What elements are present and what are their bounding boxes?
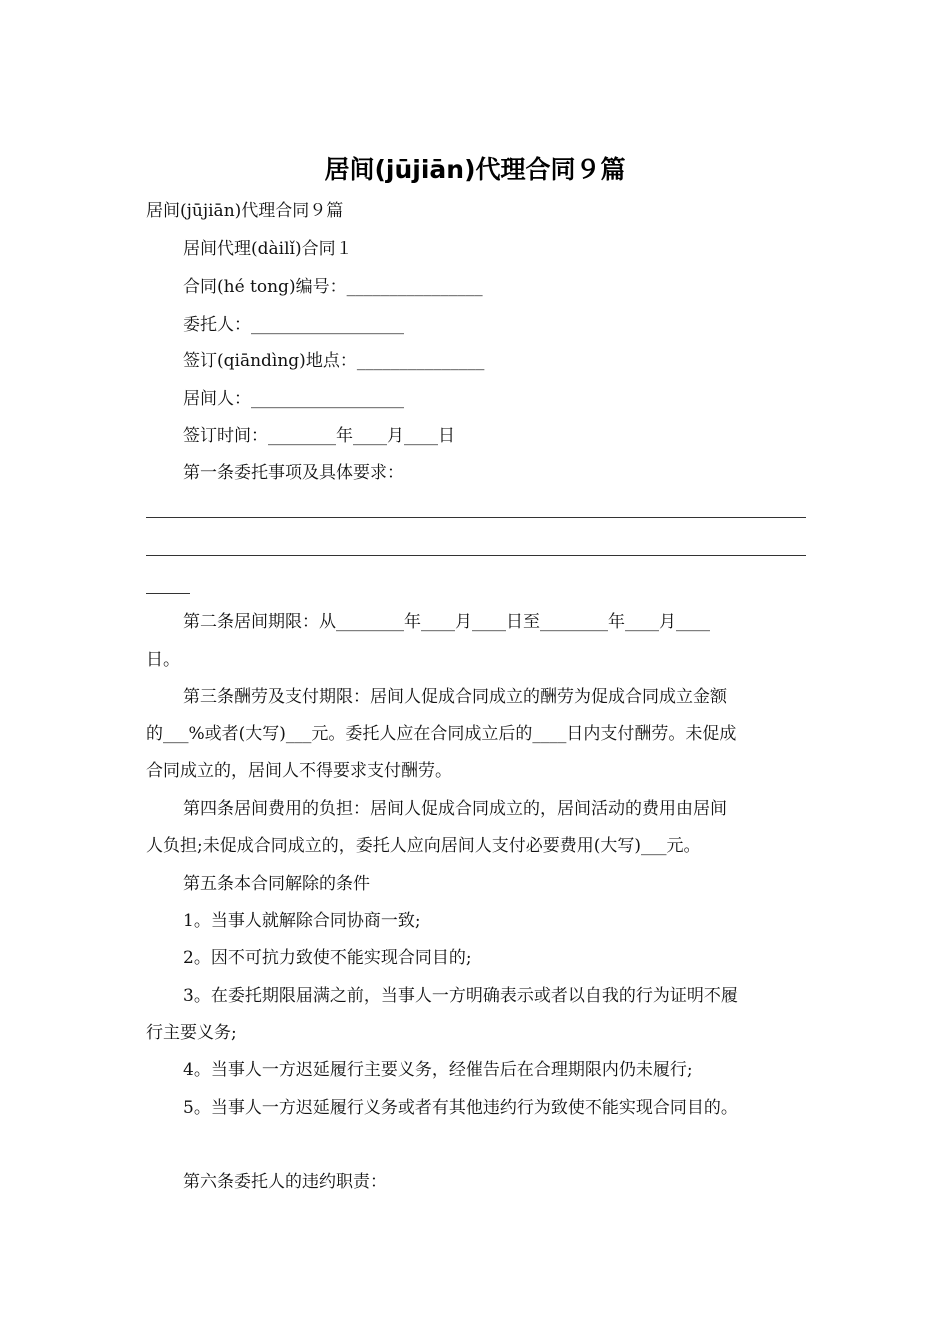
contract-heading: 居间代理(dàilǐ)合同１ (183, 239, 353, 259)
document-title: 居间(jūjiān)代理合同９篇 (324, 155, 626, 184)
sign-place-field: 签订(qiāndìng)地点：_______________ (183, 351, 485, 371)
contract-number-field: 合同(hé tong)编号：________________ (183, 277, 483, 297)
article-2-line-1: 第二条居间期限：从________年____月____日至________年____月____ (183, 612, 710, 632)
blank-fill-line (146, 517, 806, 518)
document-subtitle: 居间(jūjiān)代理合同９篇 (146, 201, 344, 221)
list-item-continuation: 行主要义务; (146, 1023, 237, 1043)
list-item: 4。当事人一方迟延履行主要义务，经催告后在合理期限内仍未履行; (183, 1060, 693, 1080)
list-item: 5。当事人一方迟延履行义务或者有其他违约行为致使不能实现合同目的。 (183, 1098, 738, 1118)
article-3-line-2: 的___%或者(大写)___元。委托人应在合同成立后的____日内支付酬劳。未促成 (146, 724, 737, 744)
principal-field: 委托人：__________________ (183, 315, 404, 335)
list-item: 1。当事人就解除合同协商一致; (183, 911, 421, 931)
article-2-line-2: 日。 (146, 650, 180, 670)
list-item: 2。因不可抗力致使不能实现合同目的; (183, 948, 472, 968)
list-item: 3。在委托期限届满之前，当事人一方明确表示或者以自我的行为证明不履 (183, 986, 738, 1006)
article-4-line-1: 第四条居间费用的负担：居间人促成合同成立的，居间活动的费用由居间 (183, 799, 727, 819)
blank-fill-line (146, 593, 190, 594)
article-5-heading: 第五条本合同解除的条件 (183, 874, 370, 894)
sign-time-field: 签订时间：________年____月____日 (183, 426, 455, 446)
article-3-line-1: 第三条酬劳及支付期限：居间人促成合同成立的酬劳为促成合同成立金额 (183, 687, 727, 707)
article-6-heading: 第六条委托人的违约职责： (183, 1172, 387, 1192)
broker-field: 居间人：__________________ (183, 389, 404, 409)
article-1-heading: 第一条委托事项及具体要求： (183, 463, 404, 483)
blank-fill-line (146, 555, 806, 556)
article-4-line-2: 人负担;未促成合同成立的，委托人应向居间人支付必要费用(大写)___元。 (146, 836, 701, 856)
article-3-line-3: 合同成立的，居间人不得要求支付酬劳。 (146, 761, 452, 781)
